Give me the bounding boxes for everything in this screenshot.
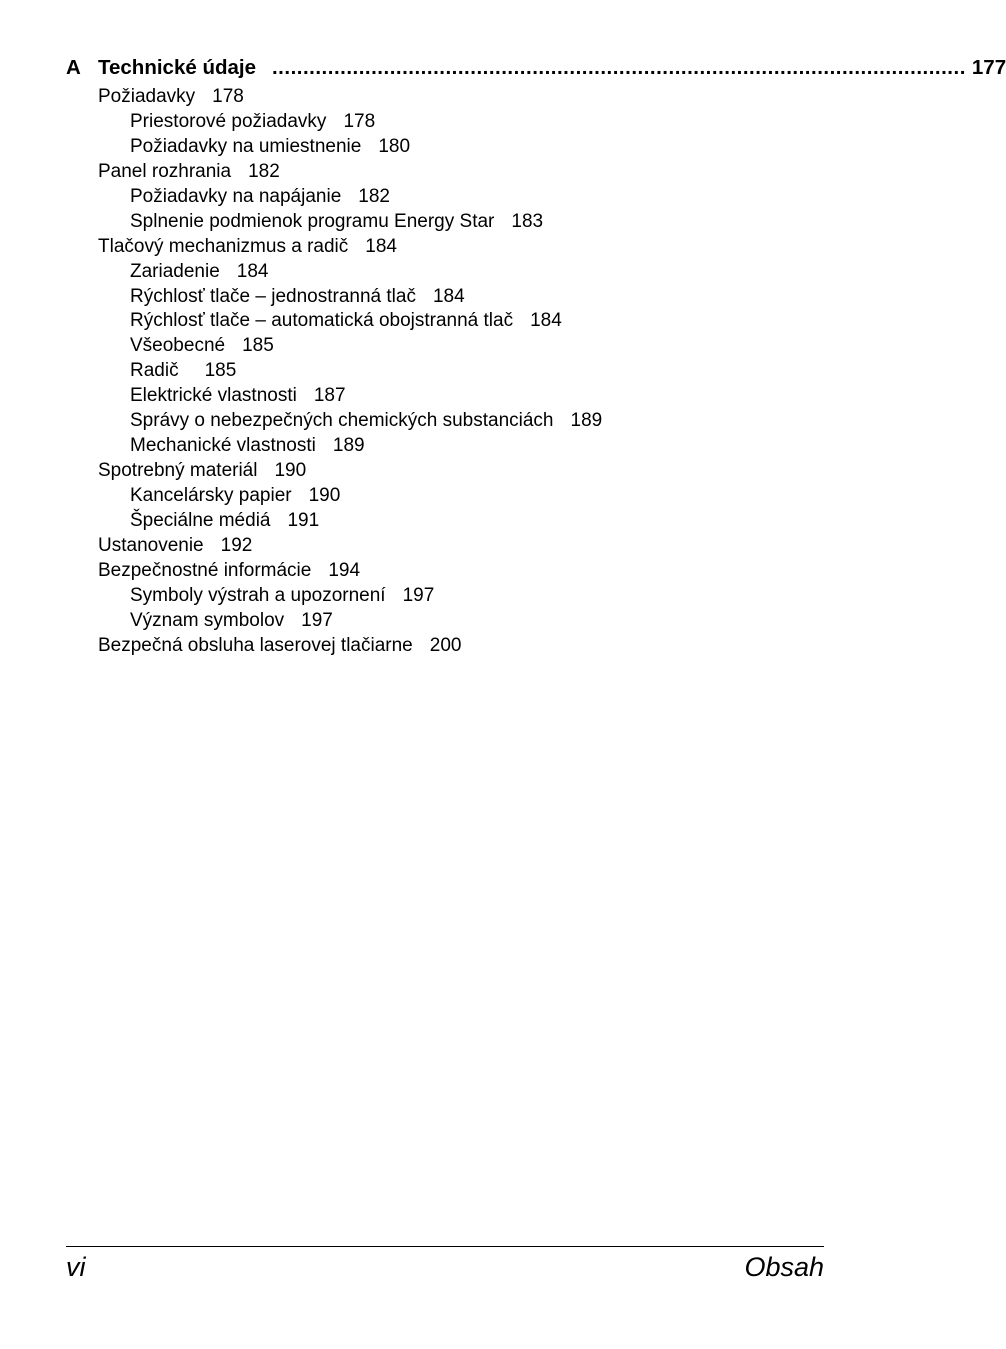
- toc-entry[interactable]: [0, 285, 602, 310]
- toc-entry-page: 190: [274, 460, 307, 482]
- toc-entry-title: Tlačový mechanizmus a radič: [98, 235, 349, 257]
- toc-entry[interactable]: [0, 459, 602, 484]
- toc-entry-page: 190: [308, 485, 341, 506]
- toc-entry-title: Bezpečná obsluha laserovej tlačiarne: [98, 634, 413, 656]
- toc-entry-page: 183: [511, 210, 544, 232]
- toc-entry-page: 185: [204, 360, 237, 382]
- toc-entry[interactable]: [0, 634, 602, 659]
- footer-divider: [66, 1246, 824, 1247]
- toc-entry-title: Všeobecné: [130, 335, 226, 357]
- toc-entry-title: Spotrebný materiál: [98, 460, 258, 482]
- toc-entry-title: Kancelársky papier: [130, 485, 292, 506]
- toc-entry[interactable]: [0, 110, 602, 135]
- toc-entry-title: Špeciálne médiá: [130, 509, 271, 531]
- toc-list: [0, 85, 602, 659]
- toc-entry-page: 178: [212, 86, 244, 107]
- footer-page-number: vi: [66, 1252, 86, 1282]
- toc-entry-title: Požiadavky na umiestnenie: [130, 135, 362, 157]
- toc-entry-title: Význam symbolov: [130, 609, 285, 631]
- toc-entry-page: 189: [570, 410, 603, 432]
- toc-entry-title: Správy o nebezpečných chemických substanciách: [130, 410, 554, 432]
- toc-entry-title: Ustanovenie: [98, 534, 204, 556]
- toc-entry-page: 178: [343, 110, 376, 132]
- toc-entry[interactable]: [0, 85, 602, 110]
- toc-entry-page: 194: [328, 559, 361, 581]
- toc-entry-title: Rýchlosť tlače – jednostranná tlač: [130, 285, 416, 307]
- chapter-title: Technické údaje: [98, 56, 256, 79]
- toc-entry-title: Symboly výstrah a upozornení: [130, 584, 386, 606]
- toc-entry-title: Zariadenie: [130, 260, 220, 282]
- toc-entry[interactable]: [0, 210, 602, 235]
- toc-chapter-heading[interactable]: [66, 56, 1006, 86]
- toc-entry-page: 184: [530, 310, 562, 332]
- toc-entry[interactable]: [0, 434, 602, 459]
- toc-entry[interactable]: [0, 309, 602, 334]
- toc-entry-title: Mechanické vlastnosti: [130, 435, 316, 457]
- toc-entry-title: Splnenie podmienok programu Energy Star: [130, 210, 495, 232]
- toc-entry[interactable]: [0, 509, 602, 534]
- toc-entry-page: 197: [402, 584, 435, 606]
- toc-entry-page: 184: [432, 285, 465, 307]
- dot-leader: ................................................................................................................: [271, 56, 966, 79]
- toc-entry-title: Radič: [130, 360, 179, 382]
- toc-entry-page: 180: [378, 135, 411, 157]
- toc-entry[interactable]: [0, 334, 602, 359]
- toc-entry-page: 185: [242, 335, 274, 357]
- toc-entry[interactable]: [0, 359, 602, 384]
- toc-entry[interactable]: [0, 160, 602, 185]
- toc-entry-page: 187: [313, 385, 346, 407]
- toc-entry[interactable]: [0, 534, 602, 559]
- toc-entry-page: 184: [236, 260, 269, 282]
- chapter-page-number: 177: [971, 56, 1006, 79]
- toc-entry-title: Požiadavky: [98, 86, 196, 107]
- chapter-letter: A: [66, 56, 81, 79]
- toc-entry[interactable]: [0, 584, 602, 609]
- toc-entry-title: Požiadavky na napájanie: [130, 185, 342, 207]
- toc-entry-page: 200: [429, 634, 462, 656]
- toc-entry[interactable]: [0, 135, 602, 160]
- toc-entry-title: Bezpečnostné informácie: [98, 559, 312, 581]
- toc-entry[interactable]: [0, 484, 602, 509]
- toc-entry-page: 184: [365, 235, 397, 257]
- toc-entry[interactable]: [0, 609, 602, 634]
- toc-entry[interactable]: [0, 185, 602, 210]
- toc-entry-title: Panel rozhrania: [98, 160, 232, 182]
- toc-entry-title: Priestorové požiadavky: [130, 110, 327, 132]
- toc-entry[interactable]: [0, 559, 602, 584]
- toc-entry-page: 192: [220, 534, 253, 556]
- toc-entry-page: 189: [332, 435, 365, 457]
- toc-entry-page: 182: [248, 160, 280, 182]
- toc-entry[interactable]: [0, 260, 602, 285]
- toc-entry-page: 182: [358, 185, 390, 207]
- toc-entry-title: Rýchlosť tlače – automatická obojstranná tlač: [130, 310, 514, 332]
- toc-entry-page: 191: [287, 509, 320, 531]
- toc-entry[interactable]: [0, 384, 602, 409]
- footer-section-title: Obsah: [744, 1252, 824, 1282]
- toc-entry-title: Elektrické vlastnosti: [130, 385, 297, 407]
- toc-entry[interactable]: [0, 235, 602, 260]
- toc-entry[interactable]: [0, 409, 602, 434]
- toc-entry-page: 197: [301, 609, 333, 631]
